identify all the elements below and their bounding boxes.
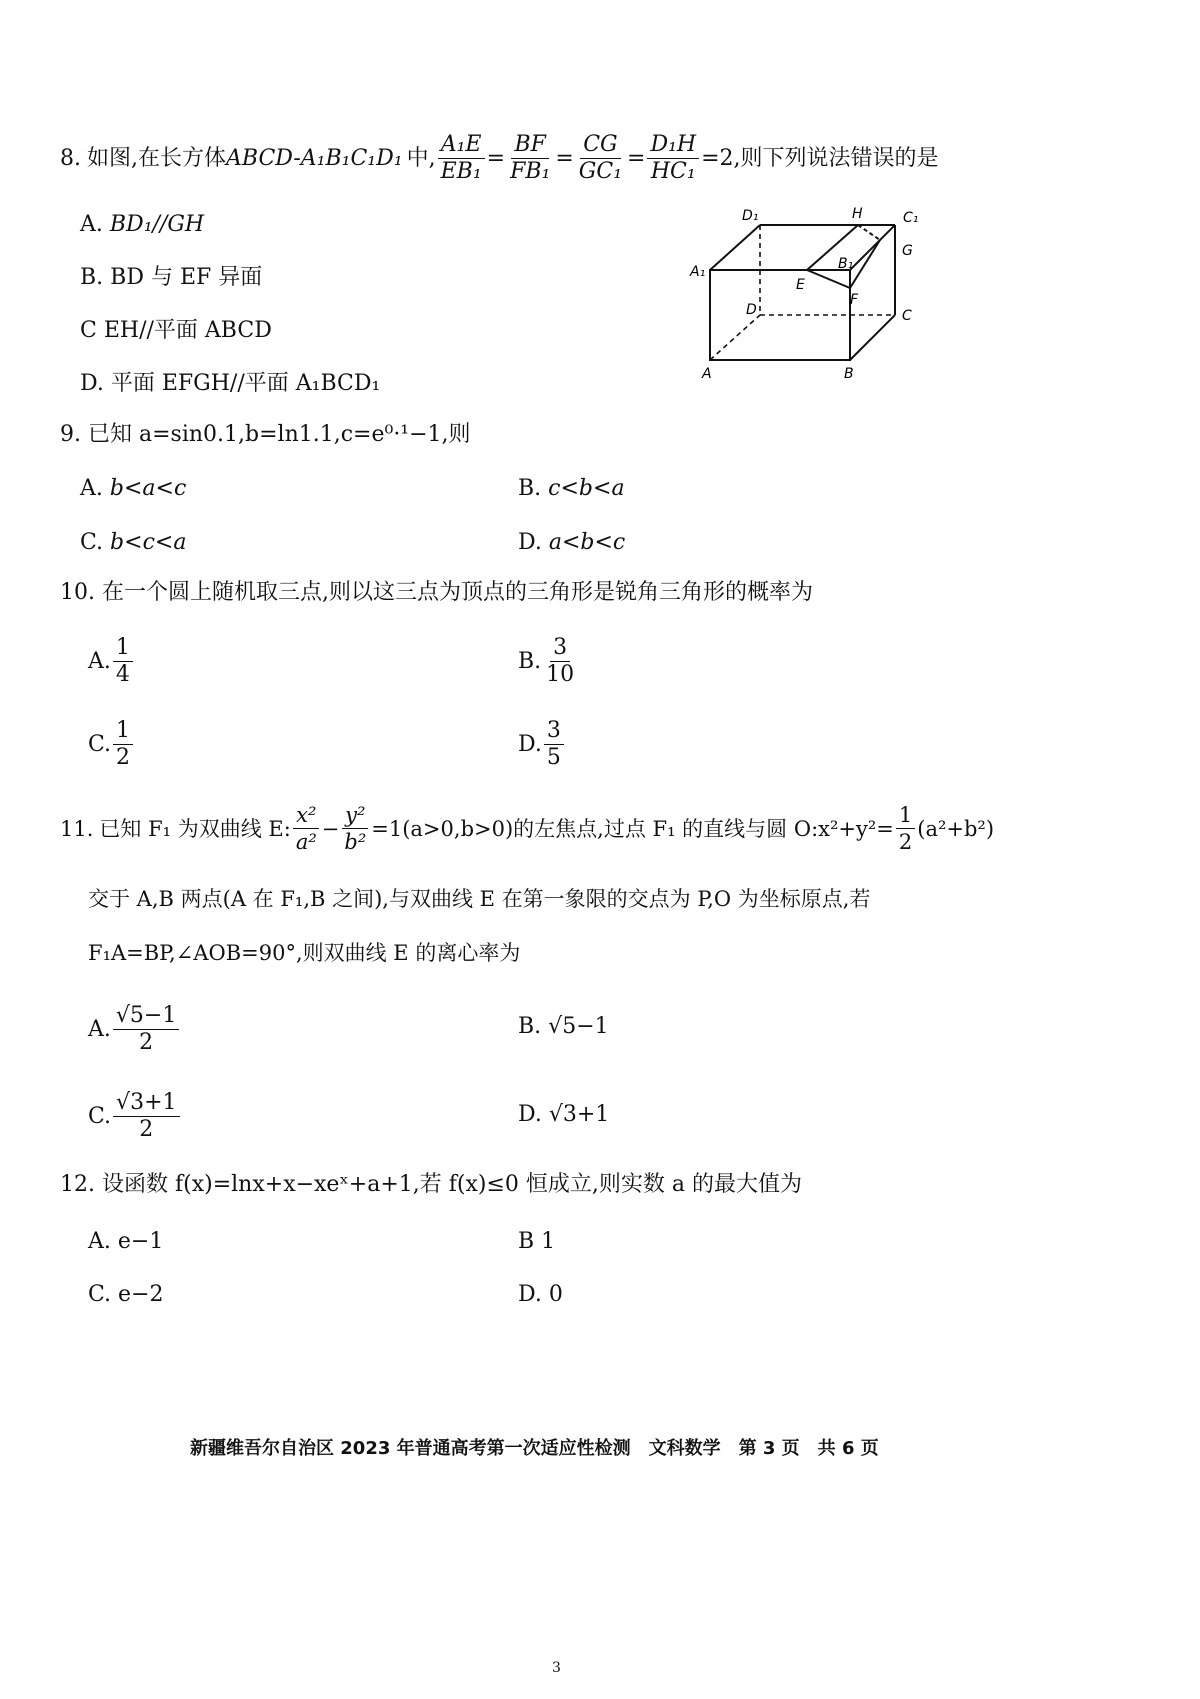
q8-equals-two: =2,: [701, 145, 741, 171]
q9-option-c: C. b<c<a: [80, 530, 187, 555]
q11-line1: 11. 已知 F₁ 为双曲线 E: $\frac{\text{x²}}{\text{a²}}$ − $\frac{\text{y²}}{\text{b²}}$ =1(a>0,b>0)的左焦点,过点 F₁ 的直线与圆 O:x²+y²= $\frac{1}{2}$ (a²+b²): [60, 803, 995, 854]
q10-stem: 10. 在一个圆上随机取三点,则以这三点为顶点的三角形是锐角三角形的概率为: [60, 580, 813, 605]
q9-option-d: D. a<b<c: [518, 530, 626, 555]
q9-option-b: B. c<b<a: [518, 476, 625, 501]
cuboid-figure: [680, 200, 940, 385]
label-C1: C₁: [903, 210, 919, 226]
q11-option-c: C. $\frac{√3+1}{2}$: [88, 1090, 182, 1143]
q8-stem-prefix: 如图,在长方体: [87, 145, 226, 171]
q11-option-d: D. √3+1: [518, 1102, 610, 1127]
q8-frac-4: $\frac{\text{D₁H}}{\text{HC₁}}$: [647, 132, 699, 185]
q8-option-b: B. BD 与 EF 异面: [80, 265, 263, 290]
q8-solid: ABCD-A₁B₁C₁D₁: [226, 145, 403, 171]
q11-line2: 交于 A,B 两点(A 在 F₁,B 之间),与双曲线 E 在第一象限的交点为 P,O 为坐标原点,若: [88, 887, 871, 911]
label-F: F: [850, 292, 859, 308]
label-G: G: [902, 243, 913, 259]
q8-frac-2: $\frac{BF}{\text{FB₁}}$: [510, 132, 551, 184]
label-D: D: [746, 302, 757, 318]
q11-option-a: A. $\frac{√5-1}{2}$: [88, 1003, 181, 1056]
page-footer: 新疆维吾尔自治区 2023 年普通高考第一次适应性检测 文科数学 第 3 页 共 6 页: [190, 1438, 879, 1459]
q8-frac-1: $\frac{\text{A₁E}}{\text{EB₁}}$: [438, 132, 485, 185]
q12-stem: 12. 设函数 f(x)=lnx+x−xeˣ+a+1,若 f(x)≤0 恒成立,则实数 a 的最大值为: [60, 1172, 802, 1197]
q10-option-c: C. $\frac{1}{2}$: [88, 718, 135, 771]
q9-stem: 9. 已知 a=sin0.1,b=ln1.1,c=e⁰·¹−1,则: [60, 422, 471, 447]
q8-number: 8.: [60, 145, 81, 171]
page-number: 3: [552, 1660, 561, 1676]
label-A1: A₁: [690, 264, 706, 280]
label-C: C: [902, 308, 912, 324]
q8-frac-3: $\frac{CG}{\text{GC₁}}$: [578, 132, 623, 184]
label-H: H: [852, 206, 863, 222]
label-D1: D₁: [742, 208, 759, 224]
q8-option-a: A. BD₁//GH: [80, 212, 205, 237]
q12-option-d: D. 0: [518, 1282, 563, 1307]
q11-number: 11.: [60, 816, 94, 841]
q8-option-d: D. 平面 EFGH//平面 A₁BCD₁: [80, 371, 381, 396]
label-A: A: [702, 366, 712, 382]
q11-line3: F₁A=BP,∠AOB=90°,则双曲线 E 的离心率为: [88, 941, 521, 965]
q8-in: 中,: [406, 145, 436, 171]
q10-option-d: D. $\frac{3}{5}$: [518, 718, 566, 771]
q9-option-a: A. b<a<c: [80, 476, 187, 501]
q8-stem-suffix: 则下列说法错误的是: [740, 145, 939, 171]
q8-option-c: C EH//平面 ABCD: [80, 318, 272, 343]
q12-option-b: B 1: [518, 1229, 556, 1254]
q10-option-b: B. $\frac{3}{10}$: [518, 635, 575, 687]
q12-option-c: C. e−2: [88, 1282, 164, 1307]
q8-stem: 8. 如图,在长方体 ABCD-A₁B₁C₁D₁ 中, $\frac{\text{A₁E}}{\text{EB₁}}$ = $\frac{BF}{\text{FB₁}}$ = $\frac{CG}{\text{GC₁}}$ = $\frac{\text{D₁H}}{\text{HC₁}}$ =2, 则下列说法错误的是: [60, 132, 939, 184]
q10-option-a: A. $\frac{1}{4}$: [88, 635, 135, 688]
label-B: B: [844, 366, 854, 382]
q11-option-b: B. √5−1: [518, 1014, 609, 1039]
label-B1: B₁: [838, 256, 854, 272]
label-E: E: [796, 277, 805, 293]
q12-option-a: A. e−1: [88, 1229, 164, 1254]
